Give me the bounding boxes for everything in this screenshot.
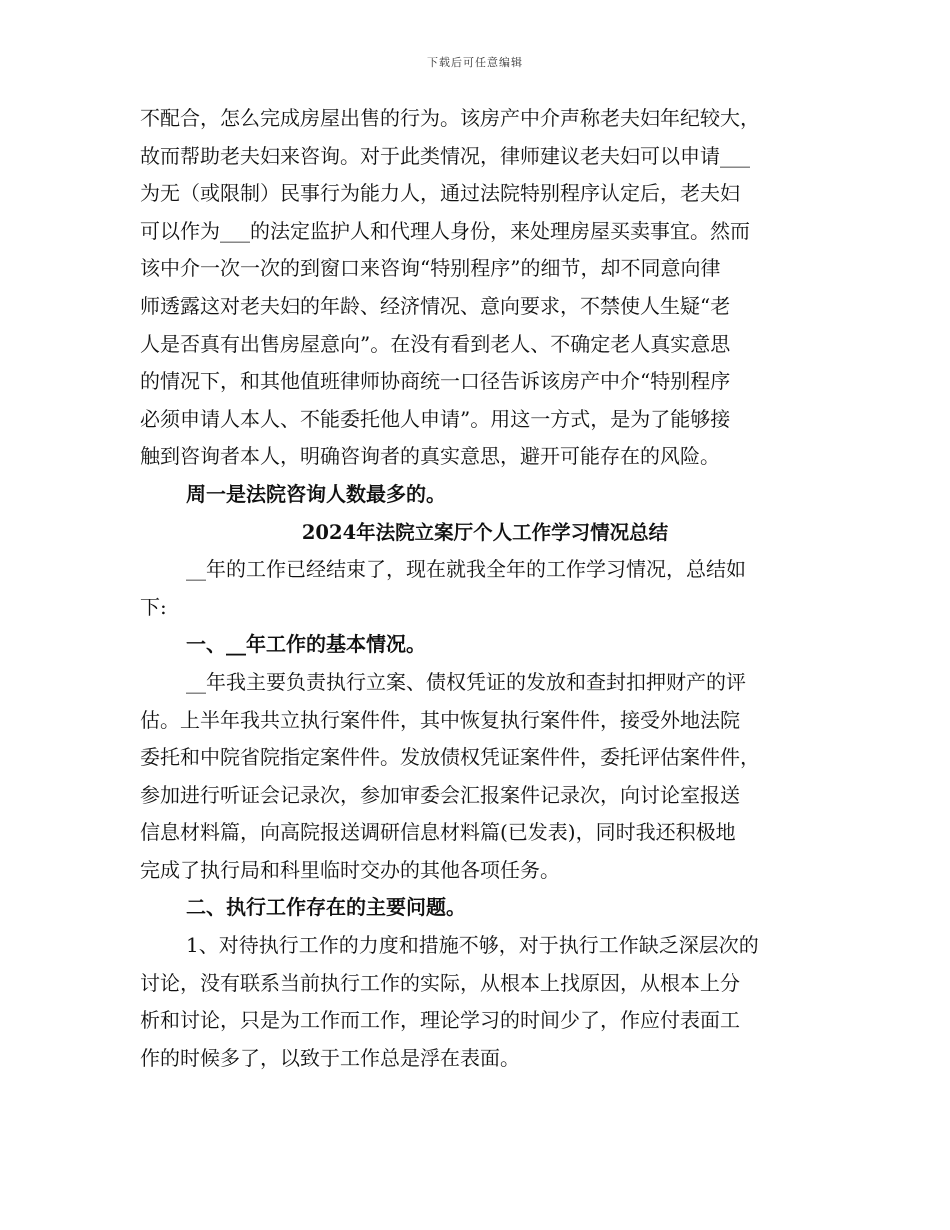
text-line: 信息材料篇，向高院报送调研信息材料篇(已发表)，同时我还积极地 (140, 820, 736, 845)
text-line: 人是否真有出售房屋意向”。在没有看到老人、不确定老人真实意思 (140, 331, 731, 356)
text-line: 参加进行听证会记录次，参加审委会汇报案件记录次，向讨论室报送 (140, 782, 740, 807)
text-line: 析和讨论，只是为工作而工作，理论学习的时间少了，作应付表面工 (140, 1008, 740, 1033)
text-line: 必须申请人本人、不能委托他人申请”。用这一方式，是为了能够接 (140, 406, 731, 431)
intro-line: __年的工作已经结束了，现在就我全年的工作学习情况，总结如 (186, 557, 746, 582)
closing-statement: 周一是法院咨询人数最多的。 (186, 481, 446, 506)
text-line: 的情况下，和其他值班律师协商统一口径告诉该房产中介“特别程序 (140, 369, 731, 394)
text-line: 1、对待执行工作的力度和措施不够，对于执行工作缺乏深层次的 (186, 933, 759, 958)
text-line: 故而帮助老夫妇来咨询。对于此类情况，律师建议老夫妇可以申请___ (140, 143, 750, 168)
text-line: 作的时候多了，以致于工作总是浮在表面。 (140, 1045, 520, 1070)
text-line: 师透露这对老夫妇的年龄、经济情况、意向要求，不禁使人生疑“老 (140, 293, 731, 318)
text-line: 可以作为___的法定监护人和代理人身份，来处理房屋买卖事宜。然而 (140, 218, 750, 243)
text-line: 委托和中院省院指定案件件。发放债权凭证案件件，委托评估案件件， (140, 745, 760, 770)
text-line: 估。上半年我共立执行案件件，其中恢复执行案件件，接受外地法院 (140, 707, 740, 732)
text-line: 不配合，怎么完成房屋出售的行为。该房产中介声称老夫妇年纪较大， (140, 106, 760, 130)
intro-line: 下: (140, 594, 167, 619)
text-line: 触到咨询者本人，明确咨询者的真实意思，避开可能存在的风险。 (140, 444, 720, 469)
page-header: 下载后可任意编辑 (427, 56, 523, 69)
text-line: 完成了执行局和科里临时交办的其他各项任务。 (140, 857, 560, 882)
document-body (140, 100, 830, 1077)
text-line: 该中介一次一次的到窗口来咨询“特别程序”的细节，却不同意向律 (140, 256, 721, 281)
text-line: __年我主要负责执行立案、债权凭证的发放和查封扣押财产的评 (186, 669, 746, 694)
section-heading-2: 二、执行工作存在的主要问题。 (186, 895, 466, 920)
text-line: 为无（或限制）民事行为能力人，通过法院特别程序认定后，老夫妇 (140, 181, 740, 206)
section-heading-1: 一、__年工作的基本情况。 (186, 632, 426, 657)
document-title: 2024年法院立案厅个人工作学习情况总结 (301, 520, 669, 544)
text-line: 讨论，没有联系当前执行工作的实际，从根本上找原因，从根本上分 (140, 970, 740, 995)
